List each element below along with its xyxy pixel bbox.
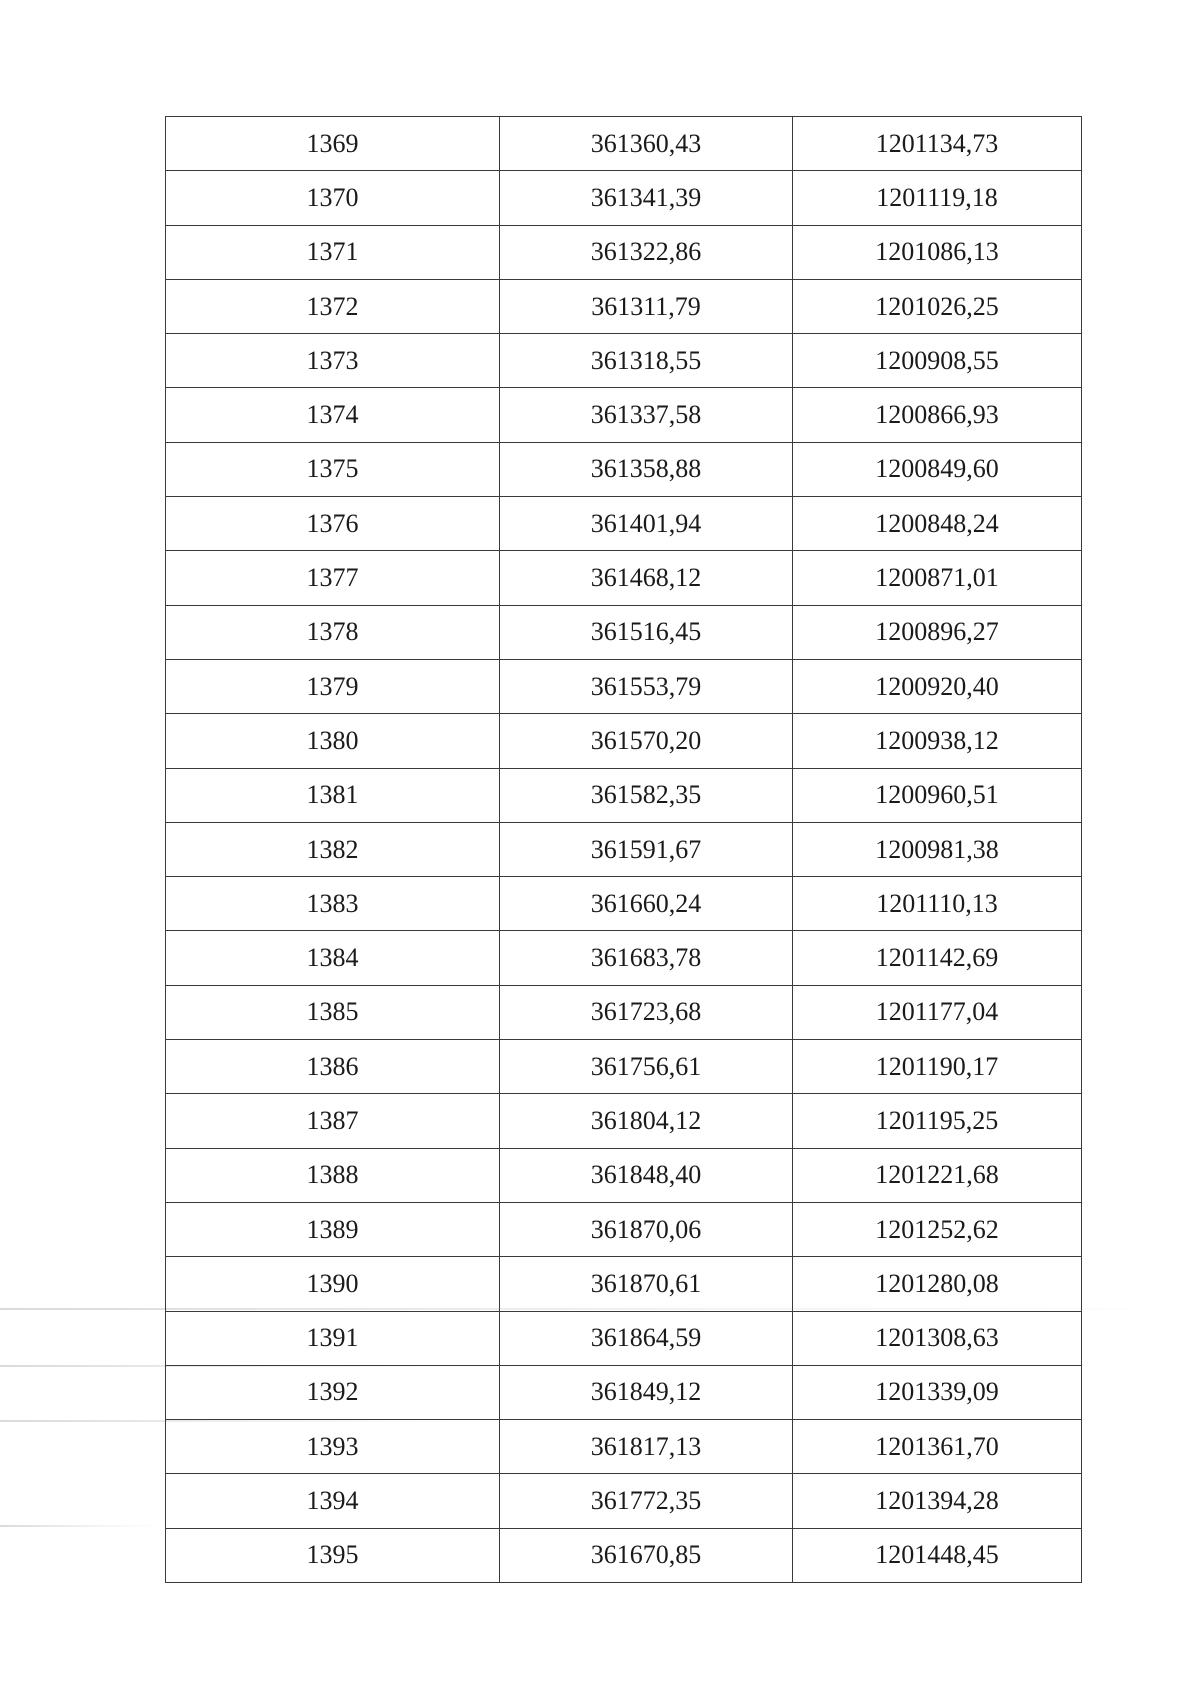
point-number-cell: 1381 [166,768,500,822]
y-coordinate-cell: 1201142,69 [793,931,1082,985]
point-number-cell: 1394 [166,1474,500,1528]
y-coordinate-cell: 1201026,25 [793,279,1082,333]
point-number-cell: 1375 [166,442,500,496]
table-row [166,1365,1082,1419]
table-row [166,1474,1082,1528]
y-coordinate-cell: 1200896,27 [793,605,1082,659]
table-row [166,1311,1082,1365]
point-number-cell: 1379 [166,659,500,713]
table-row [166,442,1082,496]
y-coordinate-cell: 1200866,93 [793,388,1082,442]
x-coordinate-cell: 361468,12 [500,551,793,605]
y-coordinate-cell: 1200849,60 [793,442,1082,496]
x-coordinate-cell: 361723,68 [500,985,793,1039]
point-number-cell: 1372 [166,279,500,333]
y-coordinate-cell: 1200981,38 [793,822,1082,876]
y-coordinate-cell: 1201110,13 [793,877,1082,931]
coordinates-table [165,116,1082,1583]
y-coordinate-cell: 1201195,25 [793,1094,1082,1148]
table-row [166,1040,1082,1094]
x-coordinate-cell: 361311,79 [500,279,793,333]
x-coordinate-cell: 361817,13 [500,1420,793,1474]
x-coordinate-cell: 361804,12 [500,1094,793,1148]
point-number-cell: 1393 [166,1420,500,1474]
y-coordinate-cell: 1200920,40 [793,659,1082,713]
table-row [166,388,1082,442]
y-coordinate-cell: 1201339,09 [793,1365,1082,1419]
y-coordinate-cell: 1201308,63 [793,1311,1082,1365]
y-coordinate-cell: 1201280,08 [793,1257,1082,1311]
table-row [166,877,1082,931]
table-row [166,334,1082,388]
y-coordinate-cell: 1200938,12 [793,714,1082,768]
point-number-cell: 1385 [166,985,500,1039]
point-number-cell: 1395 [166,1528,500,1582]
table-row [166,279,1082,333]
y-coordinate-cell: 1201394,28 [793,1474,1082,1528]
table-row [166,117,1082,171]
table-row [166,985,1082,1039]
table-row [166,822,1082,876]
table-row [166,171,1082,225]
y-coordinate-cell: 1200871,01 [793,551,1082,605]
x-coordinate-cell: 361683,78 [500,931,793,985]
x-coordinate-cell: 361591,67 [500,822,793,876]
y-coordinate-cell: 1201134,73 [793,117,1082,171]
table-row [166,551,1082,605]
y-coordinate-cell: 1201119,18 [793,171,1082,225]
y-coordinate-cell: 1200848,24 [793,497,1082,551]
table-row [166,768,1082,822]
y-coordinate-cell: 1201086,13 [793,225,1082,279]
y-coordinate-cell: 1201252,62 [793,1202,1082,1256]
x-coordinate-cell: 361756,61 [500,1040,793,1094]
x-coordinate-cell: 361318,55 [500,334,793,388]
point-number-cell: 1383 [166,877,500,931]
table-row [166,1148,1082,1202]
point-number-cell: 1370 [166,171,500,225]
point-number-cell: 1371 [166,225,500,279]
y-coordinate-cell: 1200908,55 [793,334,1082,388]
x-coordinate-cell: 361341,39 [500,171,793,225]
x-coordinate-cell: 361870,61 [500,1257,793,1311]
table-row [166,714,1082,768]
x-coordinate-cell: 361358,88 [500,442,793,496]
point-number-cell: 1378 [166,605,500,659]
point-number-cell: 1389 [166,1202,500,1256]
point-number-cell: 1369 [166,117,500,171]
coordinates-table-body [166,117,1082,1583]
x-coordinate-cell: 361772,35 [500,1474,793,1528]
table-row [166,659,1082,713]
table-row [166,1420,1082,1474]
point-number-cell: 1373 [166,334,500,388]
point-number-cell: 1376 [166,497,500,551]
point-number-cell: 1382 [166,822,500,876]
y-coordinate-cell: 1201448,45 [793,1528,1082,1582]
table-row [166,1202,1082,1256]
table-row [166,497,1082,551]
point-number-cell: 1380 [166,714,500,768]
x-coordinate-cell: 361864,59 [500,1311,793,1365]
table-row [166,605,1082,659]
y-coordinate-cell: 1201221,68 [793,1148,1082,1202]
x-coordinate-cell: 361553,79 [500,659,793,713]
y-coordinate-cell: 1200960,51 [793,768,1082,822]
x-coordinate-cell: 361401,94 [500,497,793,551]
point-number-cell: 1386 [166,1040,500,1094]
y-coordinate-cell: 1201177,04 [793,985,1082,1039]
table-row [166,1257,1082,1311]
x-coordinate-cell: 361322,86 [500,225,793,279]
point-number-cell: 1377 [166,551,500,605]
point-number-cell: 1387 [166,1094,500,1148]
point-number-cell: 1391 [166,1311,500,1365]
x-coordinate-cell: 361870,06 [500,1202,793,1256]
x-coordinate-cell: 361337,58 [500,388,793,442]
table-row [166,225,1082,279]
x-coordinate-cell: 361849,12 [500,1365,793,1419]
y-coordinate-cell: 1201190,17 [793,1040,1082,1094]
point-number-cell: 1388 [166,1148,500,1202]
point-number-cell: 1392 [166,1365,500,1419]
x-coordinate-cell: 361570,20 [500,714,793,768]
x-coordinate-cell: 361582,35 [500,768,793,822]
y-coordinate-cell: 1201361,70 [793,1420,1082,1474]
table-row [166,931,1082,985]
x-coordinate-cell: 361670,85 [500,1528,793,1582]
point-number-cell: 1390 [166,1257,500,1311]
point-number-cell: 1374 [166,388,500,442]
table-row [166,1528,1082,1582]
x-coordinate-cell: 361360,43 [500,117,793,171]
x-coordinate-cell: 361516,45 [500,605,793,659]
point-number-cell: 1384 [166,931,500,985]
x-coordinate-cell: 361660,24 [500,877,793,931]
table-row [166,1094,1082,1148]
scan-artifact-line [0,1525,160,1527]
x-coordinate-cell: 361848,40 [500,1148,793,1202]
